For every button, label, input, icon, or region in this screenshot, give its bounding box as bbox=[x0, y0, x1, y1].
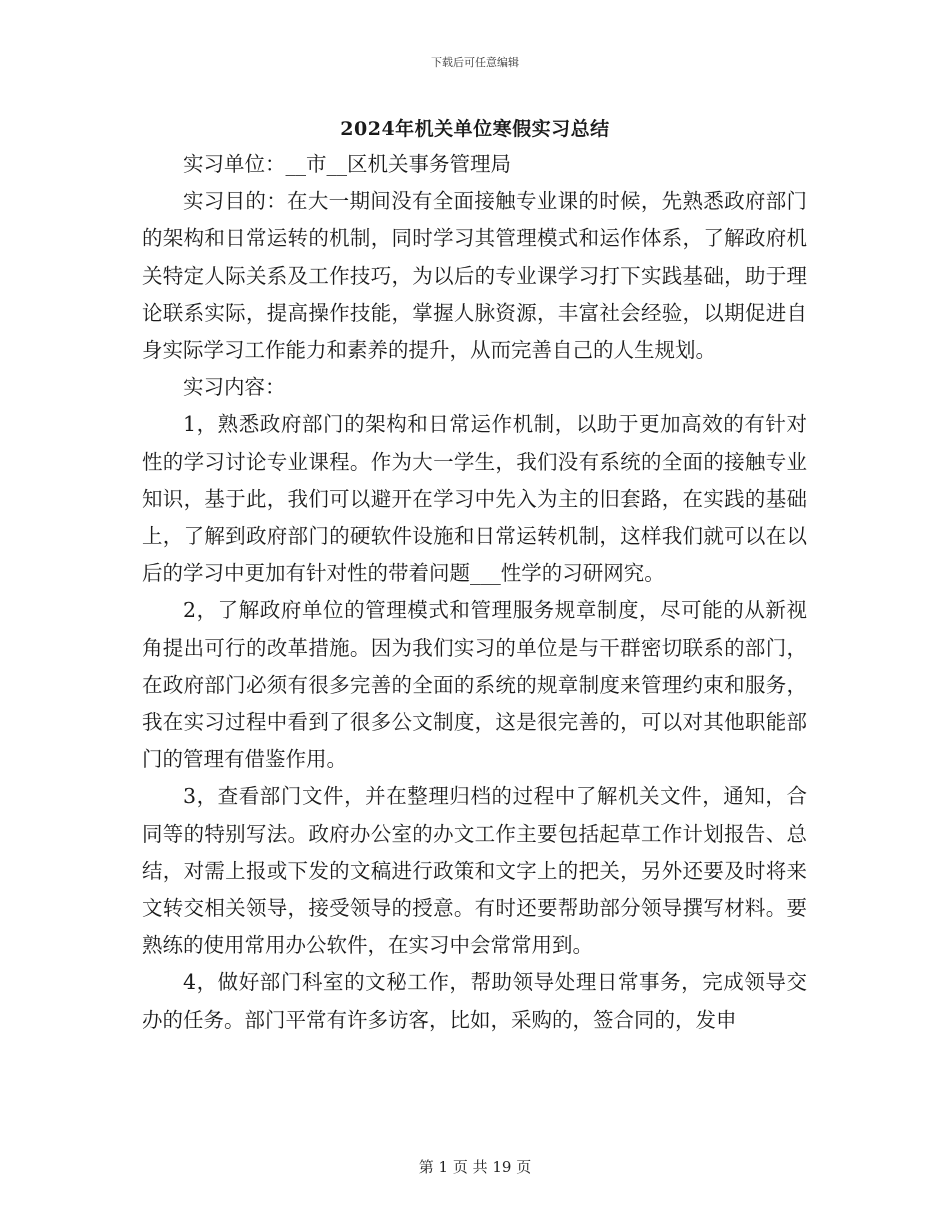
paragraph-item-1: 1，熟悉政府部门的架构和日常运作机制，以助于更加高效的有针对性的学习讨论专业课程。作为大一学生，我们没有系统的全面的接触专业知识，基于此，我们可以避开在学习中先入为主的旧套路，在实践的基础上，了解到政府部门的硬软件设施和日常运转机制，这样我们就可以在以后的学习中更加有针对性的带着问题___性学的习研网究。 bbox=[142, 412, 807, 586]
document-title: 2024年机关单位寒假实习总结 bbox=[340, 118, 610, 140]
document-body bbox=[142, 146, 807, 1039]
paragraph-internship-purpose: 实习目的：在大一期间没有全面接触专业课的时候，先熟悉政府部门的架构和日常运转的机制，同时学习其管理模式和运作体系，了解政府机关特定人际关系及工作技巧，为以后的专业课学习打下实践基础，助于理论联系实际，提高操作技能，掌握人脉资源，丰富社会经验，以期促进自身实际学习工作能力和素养的提升，从而完善自己的人生规划。 bbox=[142, 189, 807, 363]
paragraph-item-2: 2，了解政府单位的管理模式和管理服务规章制度，尽可能的从新视角提出可行的改革措施。因为我们实习的单位是与干群密切联系的部门，在政府部门必须有很多完善的全面的系统的规章制度来管理约束和服务，我在实习过程中看到了很多公文制度，这是很完善的，可以对其他职能部门的管理有借鉴作用。 bbox=[142, 598, 807, 772]
paragraph-item-3: 3，查看部门文件，并在整理归档的过程中了解机关文件，通知，合同等的特别写法。政府办公室的办文工作主要包括起草工作计划报告、总结，对需上报或下发的文稿进行政策和文字上的把关，另外还要及时将来文转交相关领导，接受领导的授意。有时还要帮助部分领导撰写材料。要熟练的使用常用办公软件，在实习中会常常用到。 bbox=[142, 784, 807, 958]
paragraph-internship-unit: 实习单位：__市__区机关事务管理局 bbox=[183, 152, 511, 176]
paragraph-item-4: 4，做好部门科室的文秘工作，帮助领导处理日常事务，完成领导交办的任务。部门平常有许多访客，比如，采购的，签合同的，发申 bbox=[142, 970, 807, 1032]
paragraph-internship-content-heading: 实习内容： bbox=[183, 375, 286, 400]
page-header-note: 下载后可任意编辑 bbox=[431, 56, 519, 69]
page-number-footer: 第 1 页 共 19 页 bbox=[418, 1158, 532, 1176]
